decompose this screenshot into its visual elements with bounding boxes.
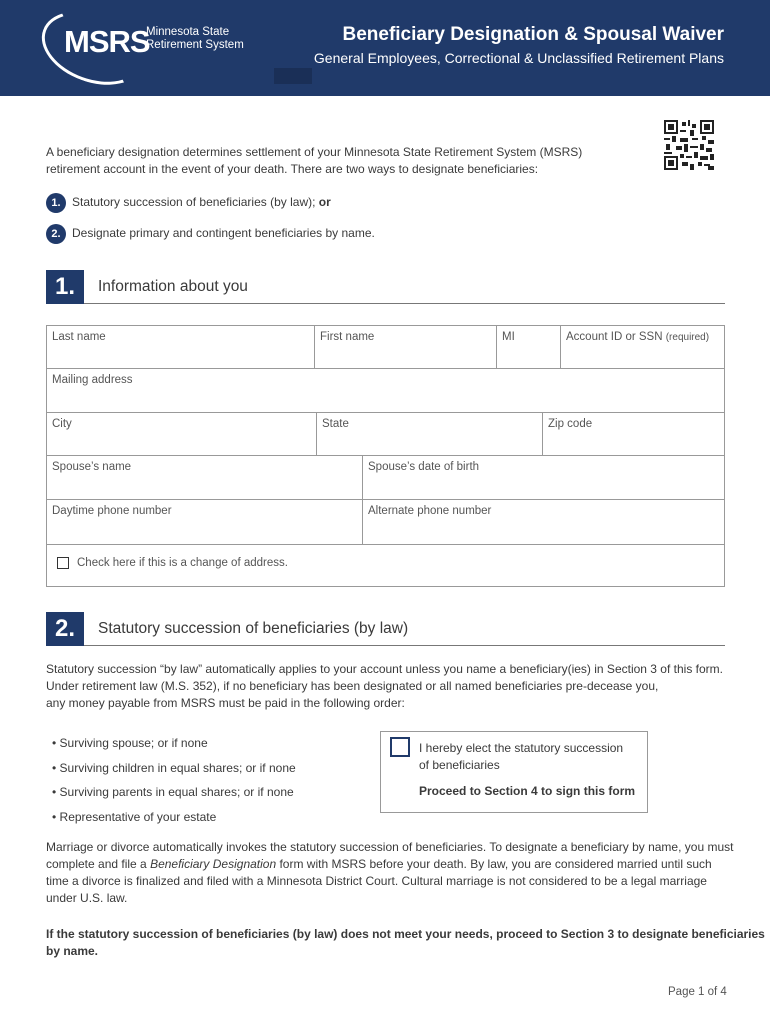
list-item: • Surviving parents in equal shares; or if none bbox=[52, 785, 294, 799]
city-field[interactable]: City bbox=[47, 413, 317, 456]
section-2-title: Statutory succession of beneficiaries (by law) bbox=[98, 620, 409, 637]
list-item: • Surviving children in equal shares; or if none bbox=[52, 760, 296, 775]
change-of-address-checkbox[interactable] bbox=[57, 557, 69, 569]
statutory-election-box bbox=[380, 731, 648, 813]
statutory-intro-paragraph: Statutory succession “by law” automatically applies to your account unless you name a beneficiary(ies) in Section 3 of this form. Under retirement law (M.S. 352), if no beneficiary has been designated or all named beneficiaries pre-decease you, any money payable from MSRS must be paid in the following order: bbox=[46, 662, 723, 710]
intro-option-2: 2. Designate primary and contingent beneficiaries by name. bbox=[46, 224, 375, 244]
form-title: Beneficiary Designation & Spousal Waiver bbox=[342, 24, 724, 45]
middle-initial-field[interactable]: MI bbox=[497, 326, 561, 369]
statutory-election-checkbox[interactable] bbox=[390, 737, 410, 757]
alternate-phone-field[interactable]: Alternate phone number bbox=[363, 500, 724, 545]
spouse-name-field[interactable]: Spouse’s name bbox=[47, 456, 363, 500]
logo-text: MSRS bbox=[64, 24, 150, 59]
option-1-number: 1. bbox=[46, 193, 66, 213]
mailing-address-field[interactable]: Mailing address bbox=[47, 369, 724, 413]
list-item: • Surviving spouse; or if none bbox=[52, 736, 208, 750]
page-number: Page 1 of 4 bbox=[668, 986, 727, 998]
header-tab-mark bbox=[274, 68, 312, 84]
header-banner bbox=[0, 0, 770, 96]
marriage-divorce-paragraph: Marriage or divorce automatically invokes the statutory succession of beneficiaries. To designate a beneficiary by name, you must complete and file a Beneficiary Designation form with MSRS before your death. By law, you are considered married until such time a divorce is finalized and filed with a Minnesota District Court. Cultural marriage is not considered to be a legal marriage under U.S. law. bbox=[46, 840, 734, 905]
election-label: I hereby elect the statutory succession of beneficiaries bbox=[419, 741, 624, 772]
qr-code-icon bbox=[664, 120, 714, 170]
succession-order-list bbox=[52, 731, 296, 829]
section-1-title: Information about you bbox=[98, 278, 248, 295]
change-of-address-row: Check here if this is a change of address. bbox=[47, 545, 724, 586]
zip-code-field[interactable]: Zip code bbox=[543, 413, 724, 456]
proceed-section-3-note: If the statutory succession of beneficiaries (by law) does not meet your needs, proceed to Section 3 to designate beneficiaries by name. bbox=[46, 927, 765, 958]
first-name-field[interactable]: First name bbox=[315, 326, 497, 369]
section-2-rule bbox=[84, 645, 725, 646]
intro-paragraph: A beneficiary designation determines settlement of your Minnesota State Retirement System (MSRS) retirement account in the event of your death. There are two ways to designate beneficiaries: bbox=[46, 145, 583, 176]
section-1-rule bbox=[84, 303, 725, 304]
last-name-field[interactable]: Last name bbox=[47, 326, 315, 369]
account-id-field[interactable]: Account ID or SSN (required) bbox=[561, 326, 724, 369]
intro-option-1: 1. Statutory succession of beneficiaries (by law); or bbox=[46, 193, 331, 213]
option-2-number: 2. bbox=[46, 224, 66, 244]
state-field[interactable]: State bbox=[317, 413, 543, 456]
personal-info-grid bbox=[46, 325, 725, 587]
section-2-number: 2. bbox=[46, 612, 84, 646]
proceed-to-section-4: Proceed to Section 4 to sign this form bbox=[419, 784, 636, 798]
logo-subtitle: Minnesota State Retirement System bbox=[146, 26, 244, 51]
list-item: • Representative of your estate bbox=[52, 809, 217, 824]
section-1-number: 1. bbox=[46, 270, 84, 304]
form-subtitle: General Employees, Correctional & Unclassified Retirement Plans bbox=[313, 50, 724, 66]
daytime-phone-field[interactable]: Daytime phone number bbox=[47, 500, 363, 545]
spouse-dob-field[interactable]: Spouse’s date of birth bbox=[363, 456, 724, 500]
